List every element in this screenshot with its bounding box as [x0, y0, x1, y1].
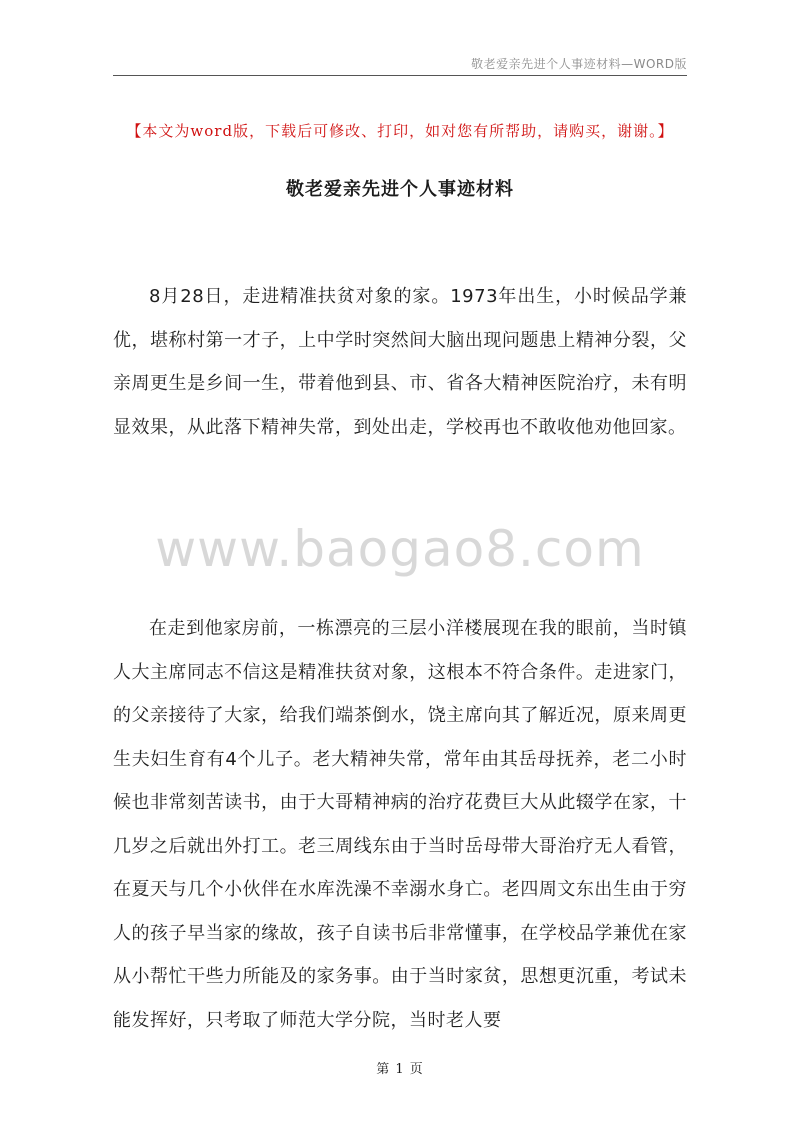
- running-header: 敬老爱亲先进个人事迹材料—WORD版: [471, 57, 687, 71]
- page-number: 第 1 页: [376, 1062, 424, 1077]
- watermark: www.baogao8.com: [155, 520, 645, 578]
- document-title: 敬老爱亲先进个人事迹材料: [286, 179, 514, 200]
- paragraph-1: 8月28日，走进精准扶贫对象的家。1973年出生，小时候品学兼优，堪称村第一才子，上中学时突然间大脑出现问题患上精神分裂，父亲周更生是乡间一生，带着他到县、市、省各大精神医院治疗，未有明显效果，从此落下精神失常，到处出走，学校再也不敢收他劝他回家。: [113, 286, 687, 438]
- header-divider: [113, 75, 687, 76]
- download-notice: 【本文为word版，下载后可修改、打印，如对您有所帮助，请购买，谢谢。】: [126, 122, 674, 140]
- paragraph-2: 在走到他家房前，一栋漂亮的三层小洋楼展现在我的眼前，当时镇人大主席同志不信这是精准扶贫对象，这根本不符合条件。走进家门，的父亲接待了大家，给我们端茶倒水，饶主席向其了解近况，原来周更生夫妇生育有4个儿子。老大精神失常，常年由其岳母抚养，老二小时候也非常刻苦读书，由于大哥精神病的治疗花费巨大从此辍学在家，十几岁之后就出外打工。老三周线东由于当时岳母带大哥治疗无人看管，在夏天与几个小伙伴在水库洗澡不幸溺水身亡。老四周文东出生由于穷人的孩子早当家的缘故，孩子自读书后非常懂事，在学校品学兼优在家从小帮忙干些力所能及的家务事。由于当时家贫，思想更沉重，考试未能发挥好，只考取了师范大学分院，当时老人要: [113, 618, 687, 1031]
